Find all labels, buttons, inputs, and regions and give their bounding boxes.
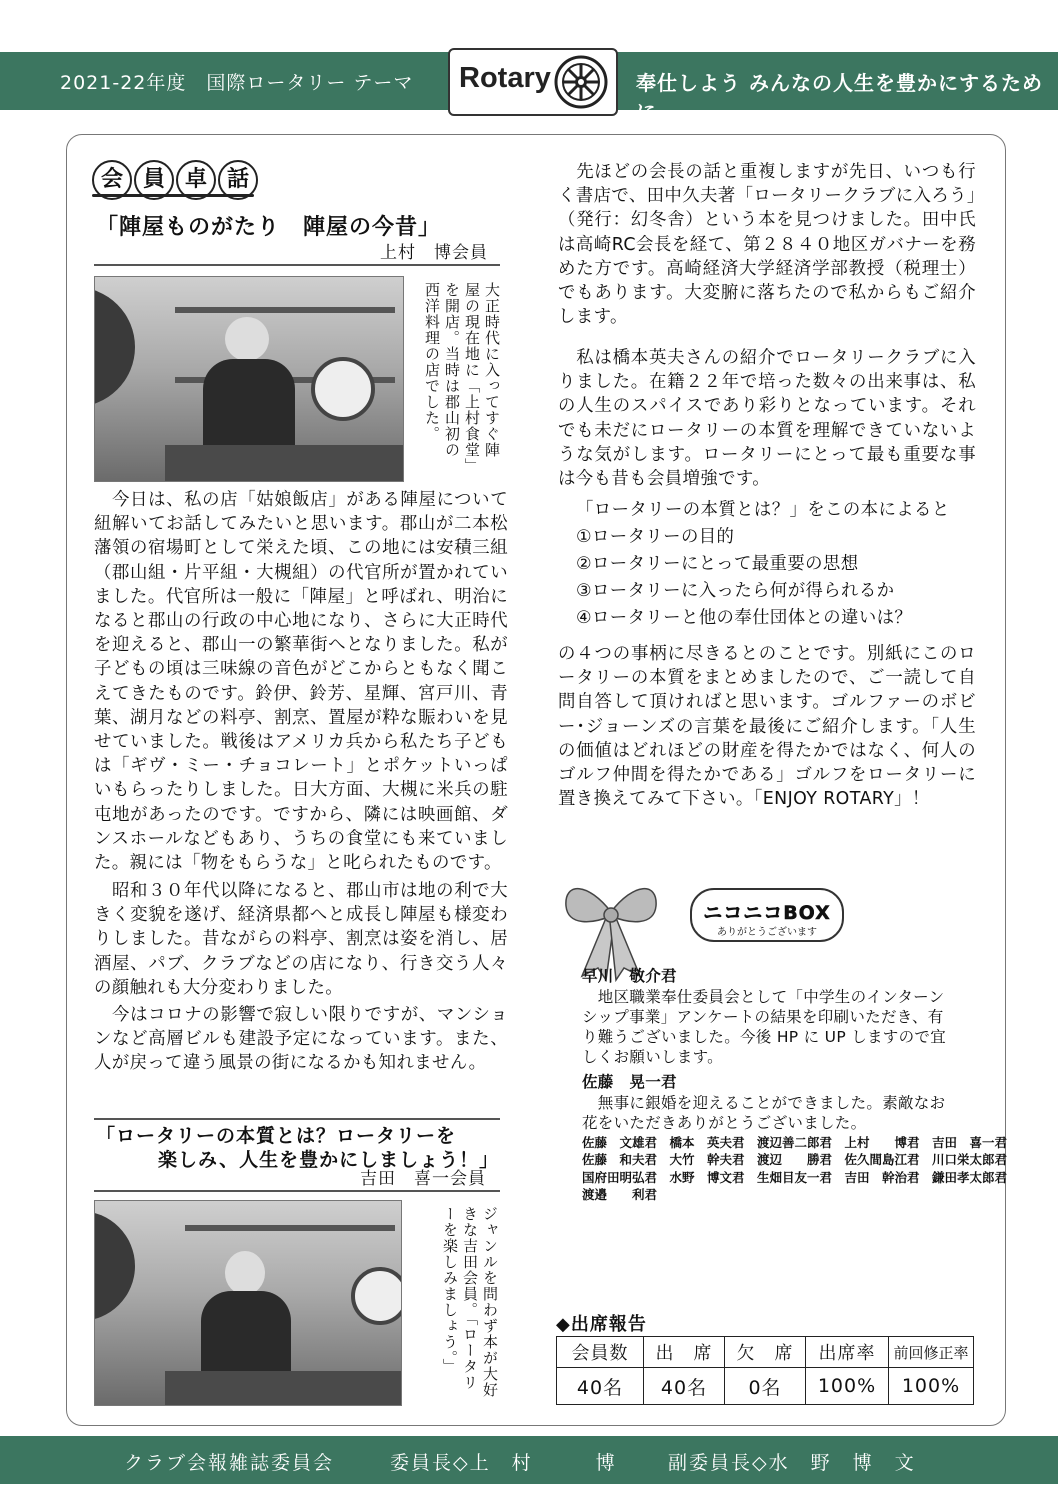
section-label-char: 話 — [218, 160, 258, 200]
section-label-char: 会 — [92, 160, 132, 200]
article1-body-paragraph: 今はコロナの影響で寂しい限りですが、マンションなど高層ビルも建設予定になっています。また、人が戻って違う風景の街になるかも知れません。 — [94, 1005, 508, 1074]
attendance-header-row — [557, 1337, 974, 1368]
article2-photo-caption: ジャンルを問わず本が大好きな吉田会員。「ロータリーを楽しみましょう。」 — [441, 1206, 499, 1398]
article1-title: 「陣屋ものがたり 陣屋の今昔」 — [96, 215, 442, 240]
article1-author: 上村 博会員 — [380, 243, 488, 263]
rotary-logo-text: Rotary — [459, 62, 551, 94]
rotary-logo — [448, 48, 618, 116]
attendance-table — [556, 1336, 974, 1405]
nikoniko-box-subtitle: ありがとうございます — [717, 927, 817, 938]
footer-vice-chair: 副委員長◇水 野 博 文 — [668, 1452, 916, 1474]
nikoniko-box-badge — [690, 888, 844, 942]
nikoniko-names-row: 佐藤 和夫君 大竹 幹夫君 渡辺 勝君 佐久間島江君 川口栄太郎君 — [582, 1152, 1008, 1168]
article2-title-top-rule — [94, 1118, 500, 1120]
article2-list-item: ④ロータリーと他の奉仕団体との違いは？ — [576, 608, 913, 628]
attendance-value-cell: 100% — [889, 1368, 974, 1405]
footer-committee: クラブ会報雑誌委員会 — [124, 1452, 335, 1474]
article2-photo — [94, 1200, 402, 1406]
rotary-wheel-icon — [554, 55, 608, 109]
article2-list-item: ②ロータリーにとって最重要の思想 — [576, 554, 859, 574]
article2-title-bottom-rule — [94, 1190, 500, 1192]
article2-body-paragraph: 私は橋本英夫さんの紹介でロータリークラブに入りました。在籍２２年で培った数々の出来事は、私の人生のスパイスであり彩りとなっています。それでも未だにロータリーの本質を理解できていないような気がします。ロータリーにとって最も重要な事は今も昔も会員増強です。 — [558, 348, 976, 490]
nikoniko-names-row: 佐藤 文雄君 橋本 英夫君 渡辺善二郎君 上村 博君 吉田 喜一君 — [582, 1135, 1008, 1150]
nikoniko-box-title: ニコニコBOX — [703, 902, 831, 924]
article2-title-line: 楽しみ、人生を豊かにしましょう！」 — [158, 1149, 500, 1171]
nikoniko-entry-name: 佐藤 晃一君 — [582, 1073, 677, 1091]
article1-photo — [94, 276, 404, 482]
nikoniko-entry-text: 無事に銀婚を迎えることができました。素敵なお花をいただきありがとうございました。 — [582, 1094, 946, 1132]
article2-list-item: ③ロータリーに入ったら何が得られるか — [576, 581, 895, 601]
article2-title-line: 「ロータリーの本質とは？ロータリーを — [96, 1125, 457, 1147]
attendance-title: ◆出席報告 — [556, 1314, 647, 1335]
nikoniko-names-list — [582, 1134, 1007, 1203]
footer-band — [0, 1436, 1058, 1484]
attendance-header-cell: 出 席 — [644, 1337, 725, 1368]
article2-list-item: ①ロータリーの目的 — [576, 527, 735, 547]
section-label-underline — [92, 194, 254, 197]
attendance-header-cell: 出席率 — [806, 1337, 889, 1368]
footer-chair: 委員長◇上 村 博 — [390, 1452, 617, 1474]
attendance-value-cell: 40名 — [557, 1368, 644, 1405]
attendance-value-cell: 0名 — [725, 1368, 806, 1405]
nikoniko-entry-name: 早川 敬介君 — [582, 967, 677, 985]
section-label-char: 卓 — [176, 160, 216, 200]
attendance-header-cell: 会員数 — [557, 1337, 644, 1368]
article1-photo-caption: 大正時代に入ってすぐ陣屋の現在地に「上村食堂」を開店。当時は郡山初の西洋料理の店でした。 — [423, 282, 501, 467]
nikoniko-names-row: 渡邉 利君 — [582, 1186, 658, 1202]
section-label-kaiin-takuwa — [92, 160, 254, 198]
article2-author: 吉田 喜一会員 — [360, 1169, 486, 1189]
attendance-value-cell: 40名 — [644, 1368, 725, 1405]
article2-body-paragraph: 先ほどの会長の話と重複しますが先日、いつも行く書店で、田中久夫著「ロータリークラブに入ろう」（発行：幻冬舎）という本を見つけました。田中氏は高崎RC会長を経て、第２８４０地区ガバナーを務めた方です。高崎経済大学経済学部教授（税理士）でもあります。大変腑に落ちたので私からもご紹介します。 — [558, 162, 976, 328]
article2-list-intro: 「ロータリーの本質とは？」をこの本によると — [576, 500, 950, 520]
attendance-value-cell: 100% — [806, 1368, 889, 1405]
article1-body-paragraph: 今日は、私の店「姑娘飯店」がある陣屋について紐解いてお話してみたいと思います。郡山が二本松藩領の宿場町として栄えた頃、この地には安積三組（郡山組・片平組・大槻組）の代官所が置かれていました。代官所は一般に「陣屋」と呼ばれ、明治になると郡山の行政の中心地になり、さらに大正時代を迎えると、郡山一の繁華街へとなりました。私が子どもの頃は三味線の音色がどこからともなく聞こえてきたものです。鈴伊、鈴芳、星輝、宮戸川、青葉、湖月などの料亭、割烹、置屋が粋な賑わいを見せていました。戦後はアメリカ兵から私たち子どもは「ギヴ・ミー・チョコレート」とポケットいっぱいもらったりしました。日大方面、大槻に米兵の駐屯地があったのです。ですから、隣には映画館、ダンスホールなどもあり、うちの食堂にも来ていました。親には「物をもらうな」と叱られたものです。 — [94, 490, 508, 874]
section-label-char: 員 — [134, 160, 174, 200]
nikoniko-names-row: 国府田明弘君 水野 博文君 生畑目友一君 吉田 幹治君 鎌田孝太郎君 — [582, 1169, 1008, 1185]
header-theme-slogan: 奉仕しよう みんなの人生を豊かにするために — [636, 71, 1043, 124]
article2-body-paragraph: の４つの事柄に尽きるとのことです。別紙にこのロータリーの本質をまとめましたので、ご一読して自問自答して頂ければと思います。ゴルファーのボビー･ジョーンズの言葉を最後にご紹介します。「人生の価値はどれほどの財産を得たかではなく、何人のゴルフ仲間を得たかである」ゴルフをロータリーに置き換えてみて下さい。「ENJOY ROTARY」！ — [558, 644, 976, 810]
attendance-header-cell: 前回修正率 — [889, 1337, 974, 1368]
nikoniko-entry-text: 地区職業奉仕委員会として「中学生のインターンシップ事業」アンケートの結果を印刷いただき、有り難うございました。今後 HP に UP しますので宜しくお願いします。 — [582, 988, 947, 1066]
header-year-theme: 2021-22年度 国際ロータリー テーマ — [60, 72, 414, 94]
article1-title-rule — [94, 264, 500, 266]
attendance-value-row — [557, 1368, 974, 1405]
attendance-header-cell: 欠 席 — [725, 1337, 806, 1368]
article1-body-paragraph: 昭和３０年代以降になると、郡山市は地の利で大きく変貌を遂げ、経済県都へと成長し陣屋も様変わりしました。昔ながらの料亭、割烹は姿を消し、居酒屋、パブ、クラブなどの店になり、行き交う人々の顔触れも大分変わりました。 — [94, 881, 508, 998]
